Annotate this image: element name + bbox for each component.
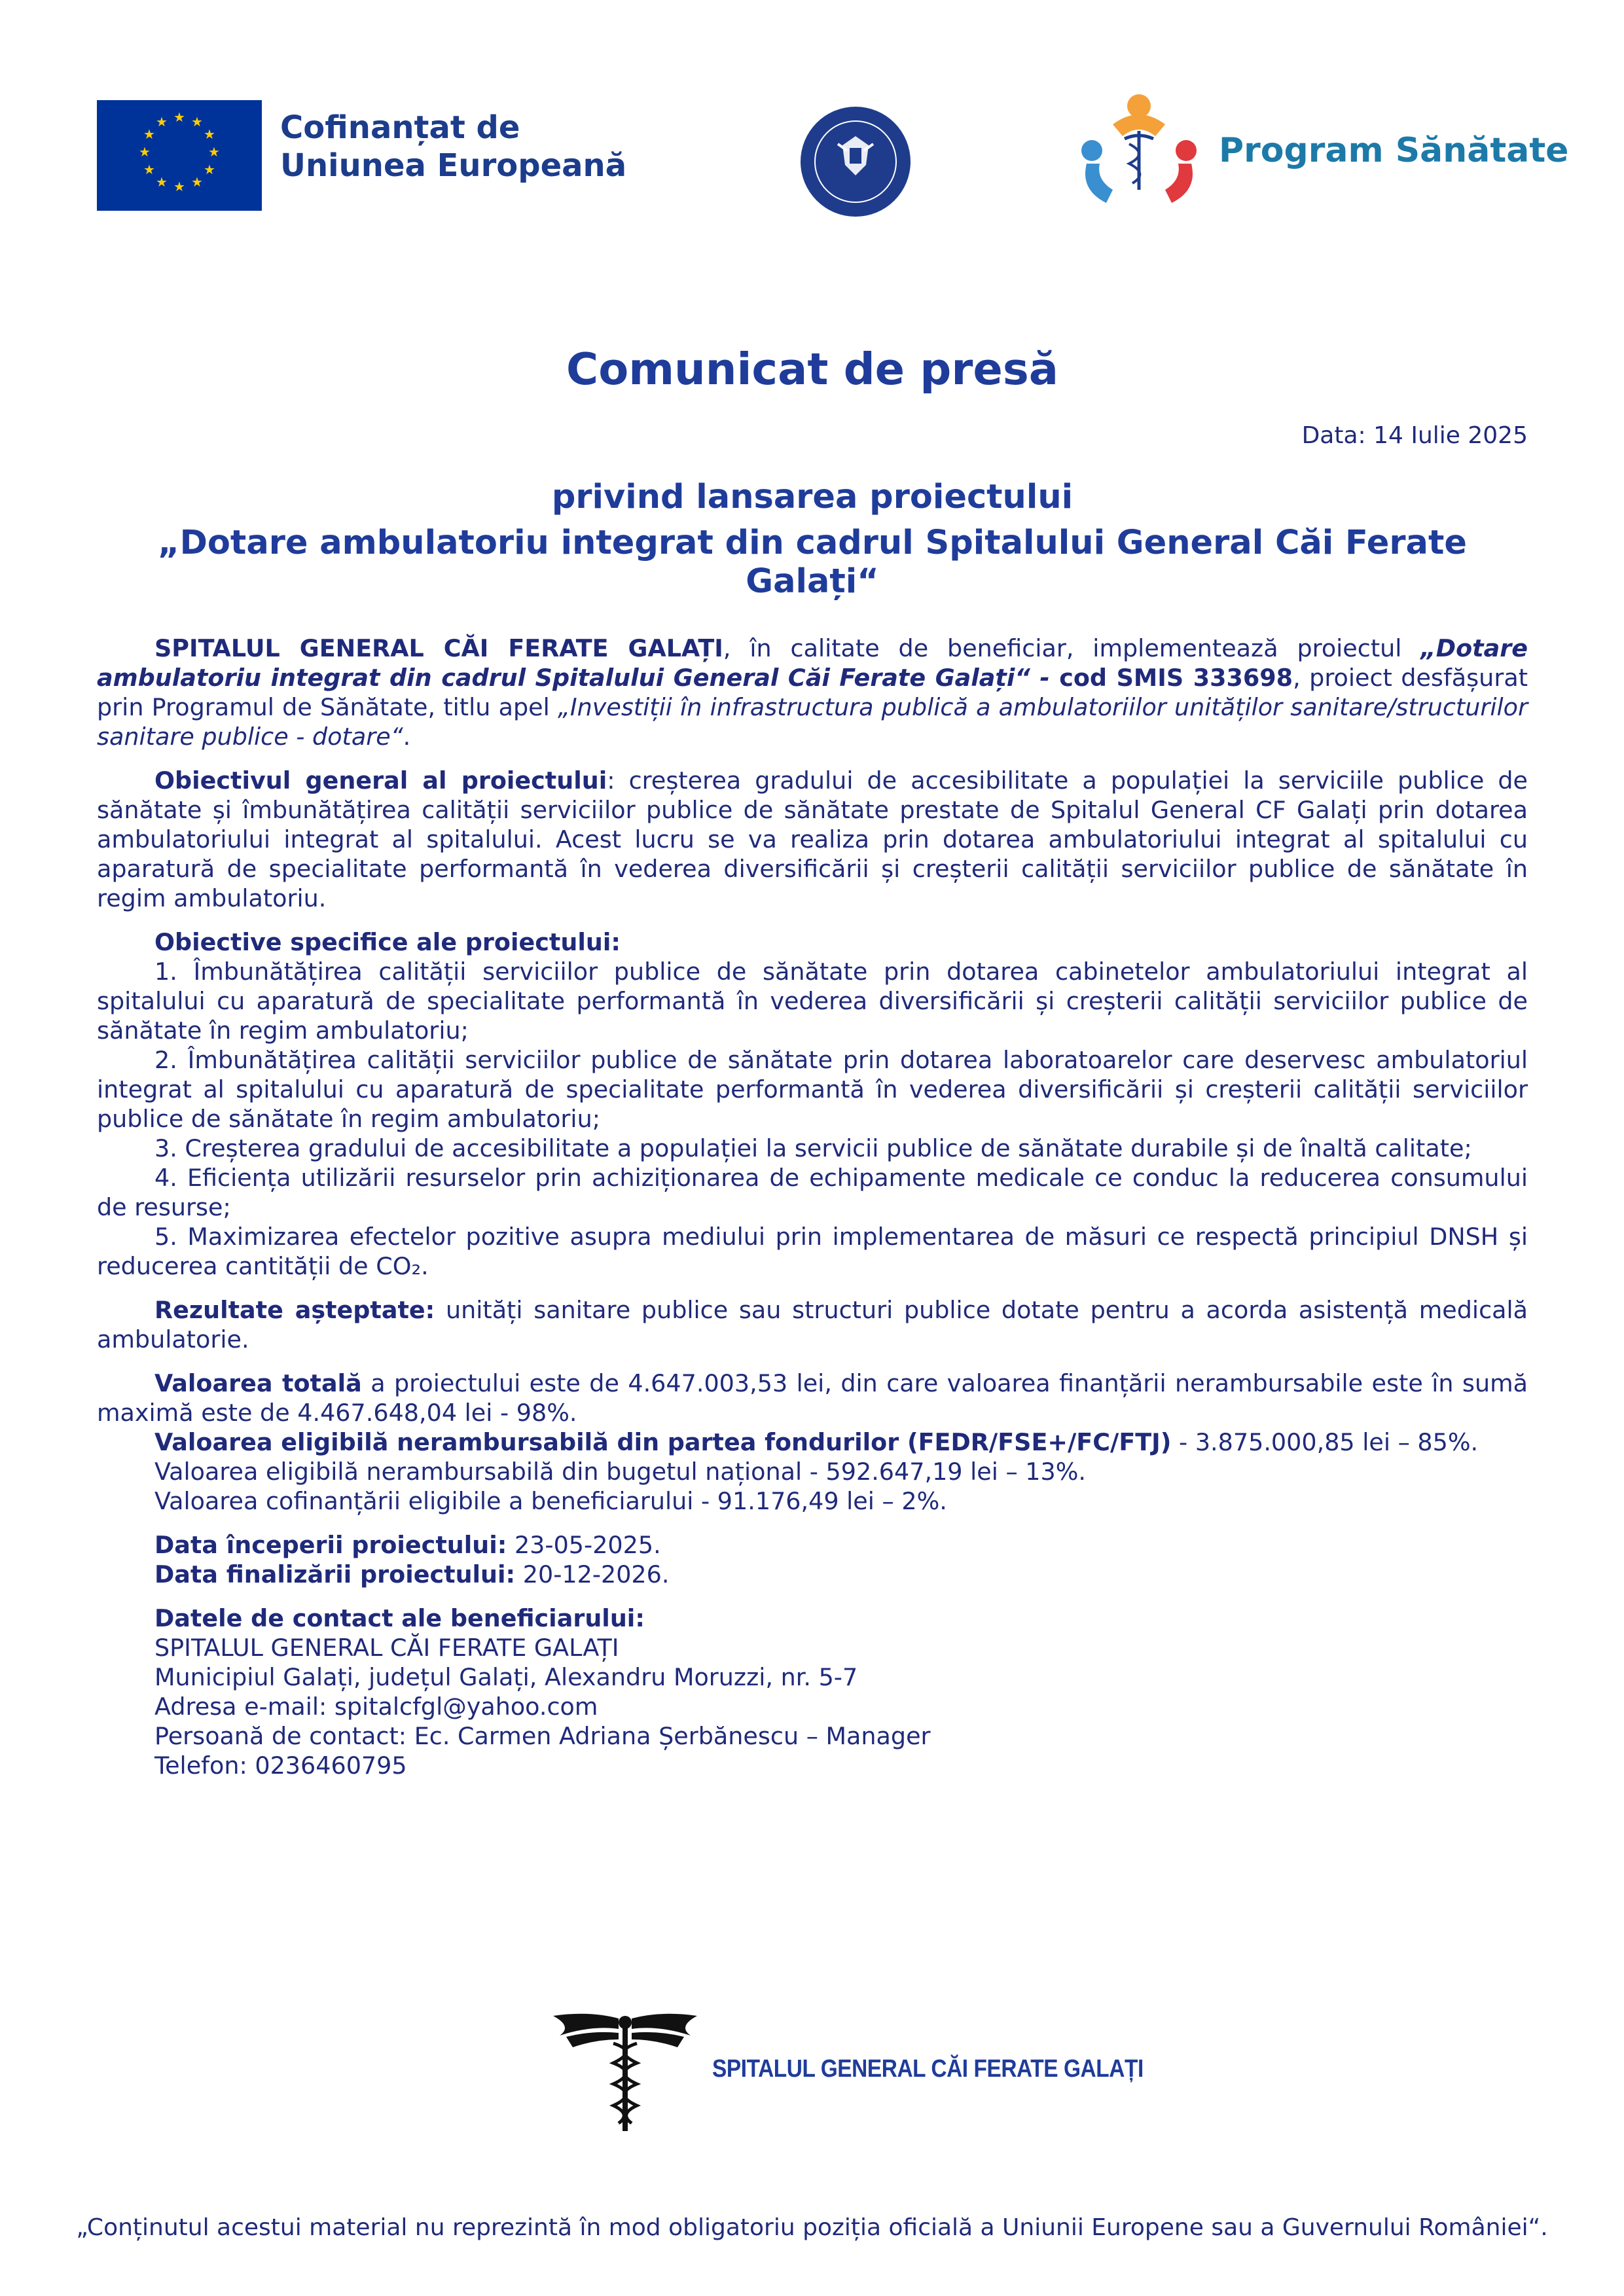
end-date-label: Data finalizării proiectului: [154,1560,516,1588]
eligible-funds-text: - 3.875.000,85 lei – 85%. [1171,1428,1479,1456]
intro-paragraph [97,634,1528,751]
end-date-line [97,1560,1528,1589]
caduceus-wings-icon [553,2011,697,2134]
romanian-government-seal [799,105,913,219]
specific-objective-item: 2. Îmbunătățirea calității serviciilor publice de sănătate prin dotarea laboratoarelor care deservesc ambulatoriul integrat al spitalului cu aparatură de specialitate performantă în vederea diversificării și creșterii calității serviciilor publice de sănătate în regim ambulatoriu; [97,1046,1528,1133]
document-date: Data: 14 Iulie 2025 [1301,422,1528,449]
hospital-logo [553,2011,697,2134]
eligible-funds-label: Valoarea eligibilă nerambursabilă din partea fondurilor (FEDR/FSE+/FC/FTJ) [154,1428,1172,1456]
svg-text:★: ★ [208,144,220,160]
contact-phone: Telefon: 0236460795 [154,1751,407,1780]
government-crest-icon [799,105,913,219]
svg-text:★: ★ [204,126,215,142]
press-release-body [97,634,1528,1780]
end-date-value: 20-12-2026. [515,1560,670,1588]
eu-line-1: Cofinanțat de [280,109,520,146]
expected-results-text: unități sanitare publice sau structuri publice dotate pentru a acorda asistență medicală ambulatorie. [97,1296,1528,1354]
total-value-label: Valoarea totală [154,1369,362,1397]
total-value-text: a proiectului este de 4.647.003,53 lei, din care valoarea finanțării nerambursabile este în sumă maximă este de 4.467.648,04 lei - 98%. [97,1369,1528,1427]
specific-objective-item: 1. Îmbunătățirea calității serviciilor publice de sănătate prin dotarea cabinetelor ambulatoriului integrat al spitalului cu aparatură de specialitate performantă în vederea diversificării și creșterii calității serviciilor publice de sănătate în regim ambulatoriu; [97,958,1528,1045]
contact-address: Municipiul Galați, județul Galați, Alexandru Moruzzi, nr. 5-7 [154,1663,858,1691]
intro-text-2: , proiect desfășurat prin Programul de Sănătate, titlu apel [97,664,1528,721]
svg-text:★: ★ [156,114,168,130]
expected-results-paragraph [97,1295,1528,1354]
svg-text:★: ★ [139,144,151,160]
program-sanatate-logo [1074,92,1204,209]
program-sanatate-name: Program Sănătate [1219,131,1569,170]
total-value-paragraph [97,1369,1528,1427]
contact-person: Persoană de contact: Ec. Carmen Adriana Șerbănescu – Manager [154,1722,931,1750]
start-date-value: 23-05-2025. [507,1531,661,1559]
specific-objective-item: 5. Maximizarea efectelor pozitive asupra mediului prin implementarea de măsuri ce respectă principiul DNSH și reducerea cantității de CO₂. [97,1223,1528,1280]
program-people-icon [1074,92,1204,209]
national-budget-line: Valoarea eligibilă nerambursabilă din bugetul național - 592.647,19 lei – 13%. [154,1458,1087,1486]
eu-stars-icon [97,100,262,211]
eligible-funds-paragraph [97,1427,1528,1457]
contact-label [97,1604,1528,1633]
eu-disclaimer: „Conținutul acestui material nu reprezintă în mod obligatoriu poziția oficială a Uniunii Europene sau a Guvernului României“. [76,2214,1548,2241]
call-title: „Investiții în infrastructura publică a ambulatoriilor unităților sanitare/structurilor sanitare publice - dotare“ [97,693,1528,751]
general-objective-label: Obiectivul general al proiectului [154,766,607,795]
svg-text:★: ★ [143,162,155,177]
general-objective-paragraph [97,766,1528,913]
svg-text:★: ★ [156,174,168,190]
start-date-label: Data începerii proiectului: [154,1531,507,1559]
eu-flag-logo [97,100,262,211]
svg-text:★: ★ [143,126,155,142]
intro-text-1: , în calitate de beneficiar, implementează proiectul [723,634,1421,662]
subtitle-line-1: privind lansarea proiectului [551,478,1074,516]
svg-text:★: ★ [173,179,185,194]
svg-text:★: ★ [173,109,185,125]
project-name: „Dotare ambulatoriu integrat din cadrul Spitalului General Căi Ferate Galați“ - [97,634,1528,692]
specific-objective-item: 3. Creșterea gradului de accesibilitate a populației la servicii publice de sănătate durabile și de înaltă calitate; [154,1134,1472,1162]
specific-objectives-heading [97,927,1528,957]
contact-block [97,1604,1528,1780]
eu-cofinancing-text [280,109,626,185]
page-title: Comunicat de presă [566,344,1058,395]
beneficiary-name: SPITALUL GENERAL CĂI FERATE GALAȚI [154,634,723,662]
general-objective-text: : creșterea gradului de accesibilitate a populației la serviciile publice de sănătate și îmbunătățirea calității serviciilor publice de sănătate prestate de Spitalul General CF Galați prin dotarea ambulatoriului integrat al spitalului. Acest lucru se va realiza prin dotarea ambulatoriului integrat al spitalului cu aparatură de specialitate performantă în vederea diversificării și creșterii calității serviciilor publice de sănătate în regim ambulatoriu. [97,766,1528,912]
intro-text-3: . [403,723,411,751]
smis-code: cod SMIS 333698 [1059,664,1293,692]
eu-line-2: Uniunea Europeană [280,147,627,184]
hospital-name-footer: SPITALUL GENERAL CĂI FERATE GALAȚI [712,2055,1144,2083]
specific-objective-item: 4. Eficiența utilizării resurselor prin achiziționarea de echipamente medicale ce conduc la reducerea consumului de resurse; [97,1164,1528,1221]
contact-email[interactable]: Adresa e-mail: spitalcfgl@yahoo.com [154,1693,598,1721]
subtitle-line-2: „Dotare ambulatoriu integrat din cadrul Spitalului General Căi Ferate Galați“ [158,524,1467,601]
cofinancing-line: Valoarea cofinanțării eligibile a beneficiarului - 91.176,49 lei – 2%. [154,1487,947,1515]
svg-text:★: ★ [191,114,203,130]
svg-text:★: ★ [204,162,215,177]
contact-name: SPITALUL GENERAL CĂI FERATE GALAȚI [154,1634,619,1662]
expected-results-label: Rezultate așteptate: [154,1296,435,1324]
specific-objectives-label: Obiective specifice ale proiectului: [154,928,621,956]
start-date-line [97,1530,1528,1560]
contact-heading: Datele de contact ale beneficiarului: [154,1604,645,1632]
svg-text:★: ★ [191,174,203,190]
